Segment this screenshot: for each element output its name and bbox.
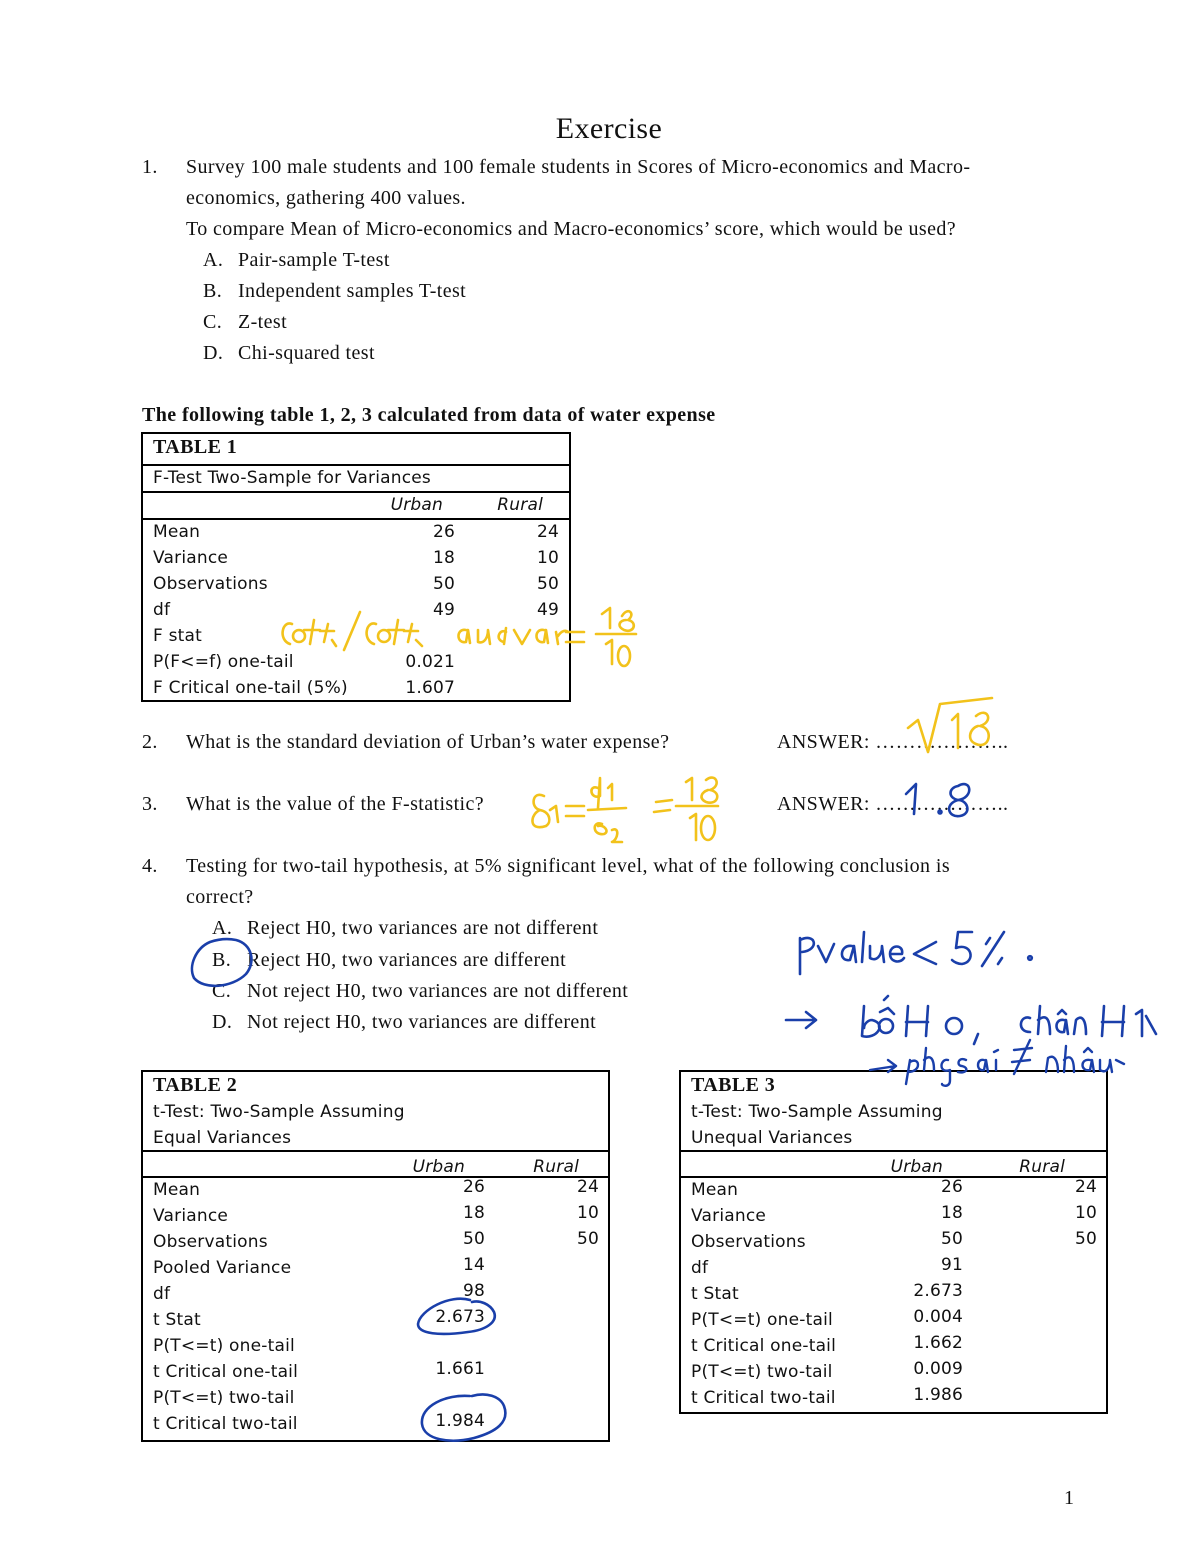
column-header-urban: Urban [890, 1157, 943, 1177]
cell-value: 26 [462, 1177, 485, 1197]
row-label: Observations [691, 1232, 806, 1252]
handwriting-q3-work [532, 778, 718, 842]
cell-value: 18 [940, 1203, 963, 1223]
cell-value: 18 [432, 548, 455, 568]
question-number: 3. [142, 793, 158, 815]
column-header-rural: Rural [497, 495, 543, 515]
cell-value: 18 [462, 1203, 485, 1223]
option-text: Reject H0, two variances are different [247, 949, 567, 971]
table-title: TABLE 3 [691, 1074, 776, 1096]
table-title: TABLE 2 [153, 1074, 238, 1096]
option-text: Independent samples T-test [238, 280, 467, 302]
cell-value: 14 [462, 1255, 485, 1275]
question-text: Survey 100 male students and 100 female students in Scores of Micro-economics and Macro- [186, 156, 971, 178]
cell-value: 98 [462, 1281, 485, 1301]
cell-value: 50 [576, 1229, 599, 1249]
question-text: Testing for two-tail hypothesis, at 5% significant level, what of the following conclusion is [186, 855, 950, 877]
handwriting-reject-note [786, 996, 1156, 1044]
table-subtitle: Unequal Variances [691, 1128, 853, 1148]
row-label: df [153, 1284, 171, 1304]
question-text: What is the value of the F-statistic? [186, 793, 485, 815]
cell-value: 26 [940, 1177, 963, 1197]
option-letter: A. [212, 917, 233, 939]
option-text: Z-test [238, 311, 288, 333]
cell-value: 1.986 [913, 1385, 963, 1405]
row-label: Pooled Variance [153, 1258, 292, 1278]
row-label: Variance [153, 548, 229, 568]
table-subtitle: t-Test: Two-Sample Assuming [691, 1102, 943, 1122]
column-header-rural: Rural [1019, 1157, 1065, 1177]
cell-value: 1.661 [435, 1359, 485, 1379]
page-title: Exercise [555, 112, 663, 145]
question-text: To compare Mean of Micro-economics and Macro-economics’ score, which would be used? [186, 218, 957, 240]
column-header-rural: Rural [533, 1157, 579, 1177]
table-subtitle: Equal Variances [153, 1128, 292, 1148]
page-number: 1 [1064, 1487, 1075, 1509]
cell-value: 91 [940, 1255, 963, 1275]
table-title: TABLE 1 [153, 436, 238, 458]
cell-value: 24 [576, 1177, 599, 1197]
row-label: df [153, 600, 171, 620]
row-label: P(T<=t) one-tail [691, 1310, 833, 1330]
option-text: Chi-squared test [238, 342, 375, 364]
option-text: Reject H0, two variances are not different [247, 917, 599, 939]
option-text: Pair-sample T-test [238, 249, 390, 271]
cell-value: 50 [462, 1229, 485, 1249]
option-text: Not reject H0, two variances are not different [247, 980, 629, 1002]
question-text: correct? [186, 886, 254, 908]
question-number: 4. [142, 855, 158, 877]
cell-value: 10 [536, 548, 559, 568]
table-subtitle: F-Test Two-Sample for Variances [153, 468, 431, 488]
cell-value: 24 [1074, 1177, 1097, 1197]
row-label: F stat [153, 626, 202, 646]
row-label: P(T<=t) two-tail [153, 1388, 295, 1408]
row-label: t Critical two-tail [153, 1414, 298, 1434]
option-letter: B. [212, 949, 232, 971]
question-text: economics, gathering 400 values. [186, 187, 466, 209]
column-header-urban: Urban [390, 495, 443, 515]
cell-value: 2.673 [913, 1281, 963, 1301]
question-number: 1. [142, 156, 158, 178]
cell-value: 50 [432, 574, 455, 594]
cell-value: 24 [536, 522, 559, 542]
option-letter: D. [212, 1011, 233, 1033]
cell-value: 26 [432, 522, 455, 542]
table-1 [141, 432, 571, 702]
row-label: Variance [153, 1206, 229, 1226]
table-subtitle: t-Test: Two-Sample Assuming [153, 1102, 405, 1122]
row-label: P(F<=f) one-tail [153, 652, 294, 672]
cell-value: 1.662 [913, 1333, 963, 1353]
row-label: df [691, 1258, 709, 1278]
cell-value: 1.607 [405, 678, 455, 698]
cell-value: 50 [940, 1229, 963, 1249]
option-letter: C. [203, 311, 223, 333]
row-label: P(T<=t) two-tail [691, 1362, 833, 1382]
row-label: Observations [153, 574, 268, 594]
answer-blank: ANSWER: ……………….. [777, 793, 1009, 815]
cell-value: 0.021 [405, 652, 455, 672]
column-header-urban: Urban [412, 1157, 465, 1177]
handwriting-pvalue-note [800, 932, 1032, 974]
row-label: t Critical one-tail [153, 1362, 299, 1382]
cell-value: 10 [1074, 1203, 1097, 1223]
cell-value: 10 [576, 1203, 599, 1223]
cell-value: 1.984 [435, 1411, 485, 1431]
table-3 [679, 1070, 1108, 1414]
cell-value: 49 [536, 600, 559, 620]
question-number: 2. [142, 731, 158, 753]
option-letter: A. [203, 249, 224, 271]
table-2 [141, 1070, 610, 1442]
question-text: What is the standard deviation of Urban’s water expense? [186, 731, 670, 753]
option-text: Not reject H0, two variances are different [247, 1011, 597, 1033]
option-letter: C. [212, 980, 232, 1002]
row-label: Observations [153, 1232, 268, 1252]
row-label: F Critical one-tail (5%) [153, 678, 348, 698]
cell-value: 50 [536, 574, 559, 594]
option-letter: D. [203, 342, 224, 364]
answer-blank: ANSWER: ……………….. [777, 731, 1009, 753]
row-label: t Critical two-tail [691, 1388, 836, 1408]
cell-value: 49 [432, 600, 455, 620]
tables-intro: The following table 1, 2, 3 calculated from data of water expense [142, 404, 716, 426]
row-label: t Stat [691, 1284, 739, 1304]
row-label: Mean [153, 522, 201, 542]
row-label: Variance [691, 1206, 767, 1226]
cell-value: 0.009 [913, 1359, 963, 1379]
row-label: Mean [691, 1180, 739, 1200]
row-label: t Stat [153, 1310, 201, 1330]
cell-value: 0.004 [913, 1307, 963, 1327]
cell-value: 2.673 [435, 1307, 485, 1327]
cell-value: 50 [1074, 1229, 1097, 1249]
row-label: t Critical one-tail [691, 1336, 837, 1356]
row-label: P(T<=t) one-tail [153, 1336, 295, 1356]
row-label: Mean [153, 1180, 201, 1200]
option-letter: B. [203, 280, 223, 302]
